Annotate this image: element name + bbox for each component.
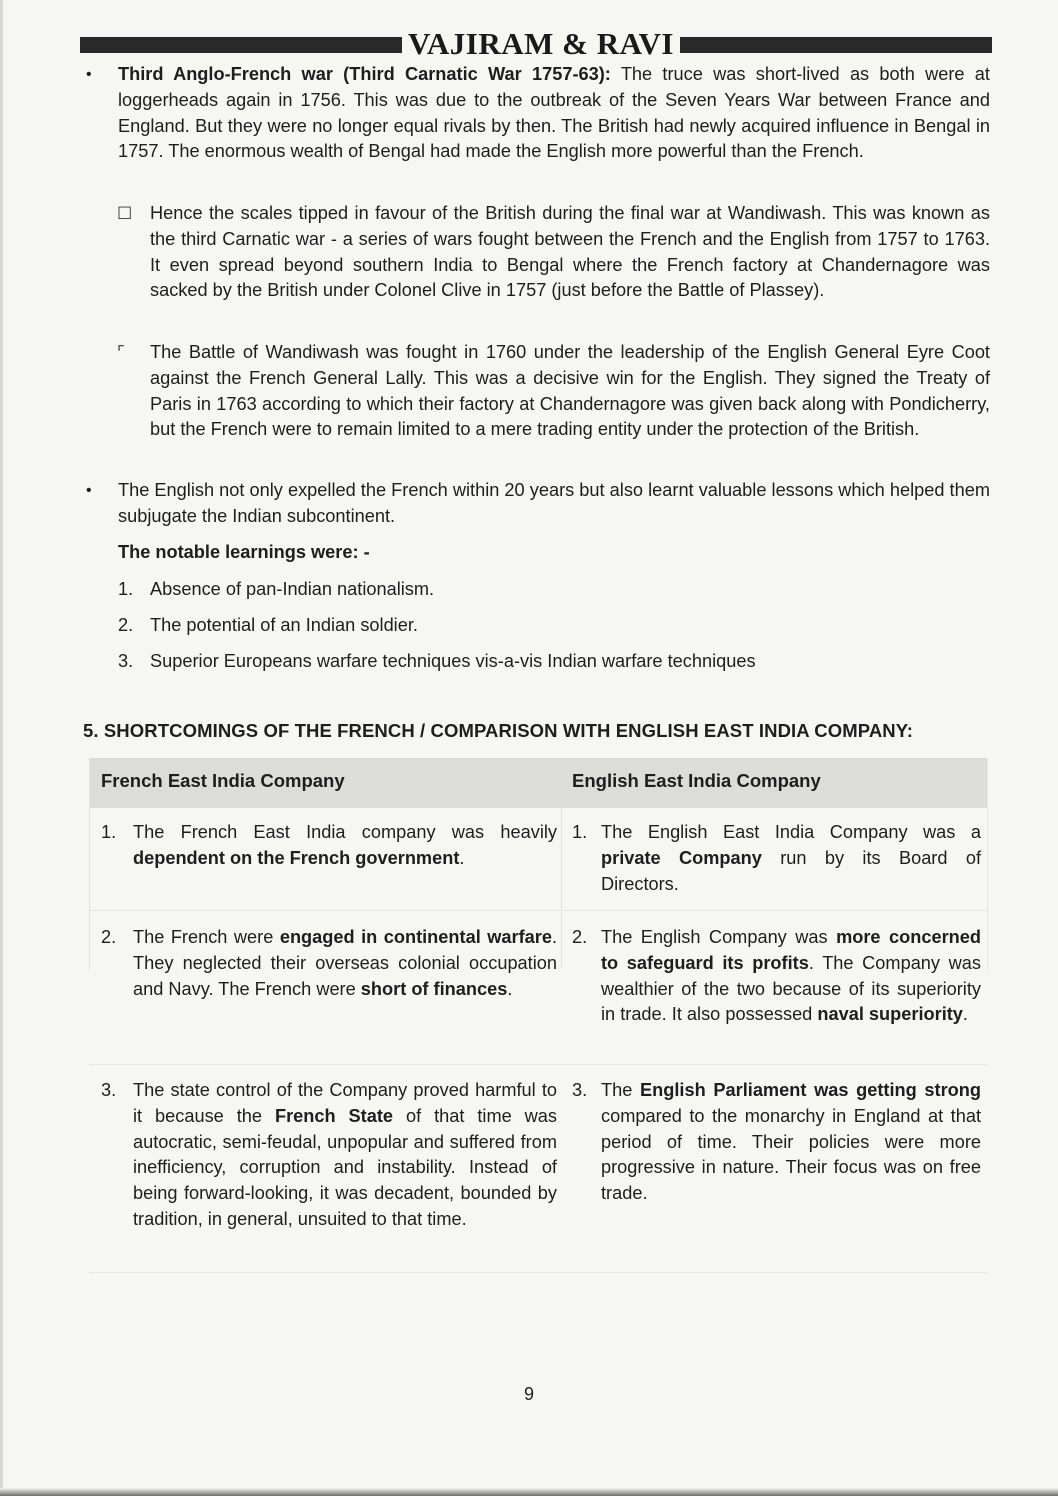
cell-text: . — [459, 847, 465, 868]
table-row-number: 2. — [572, 927, 588, 947]
checkbox-icon: ☐ — [117, 204, 133, 223]
table-column-divider — [561, 808, 562, 968]
list-number: 3. — [118, 651, 134, 671]
cell-text: run by its Board of Directors. — [601, 847, 981, 894]
list-item: Superior Europeans warfare techniques vis-a-vis Indian warfare techniques — [150, 651, 756, 671]
cell-text: . — [507, 978, 513, 999]
cell-text-bold: more concerned to safeguard its profits — [601, 927, 981, 973]
cell-text-bold: private Company — [601, 847, 762, 868]
table-header-english: English East India Company — [572, 770, 821, 791]
cell-text: The — [601, 1080, 641, 1100]
bullet-icon: • — [86, 66, 92, 83]
cell-text: The English Company was — [601, 927, 837, 947]
list-number: 2. — [118, 615, 134, 635]
cell-text: . The Company was wealthier of the two because of its superiority in trade. It also possessed — [601, 952, 981, 1025]
table-header-row — [89, 758, 987, 808]
cell-text: . — [962, 1004, 968, 1025]
table-cell-english — [601, 925, 981, 1028]
cell-text: compared to the monarchy in England at that period of time. Their policies were more progressive in nature. Their focus was on free trade. — [601, 1105, 981, 1204]
table-row-number: 1. — [572, 822, 588, 842]
table-row-divider — [89, 910, 987, 911]
cell-text: The state control of the Company proved harmful to it because the — [133, 1080, 557, 1126]
page-number: 9 — [523, 1384, 534, 1404]
table-border — [987, 758, 988, 970]
table-header-french: French East India Company — [101, 770, 345, 791]
checkbox-icon: ⌜ — [117, 343, 125, 362]
table-row-divider — [89, 1064, 987, 1065]
cell-text-bold: French State — [274, 1105, 394, 1126]
table-row-number: 3. — [572, 1080, 588, 1100]
header-bar-left — [80, 37, 402, 53]
table-row-number: 3. — [101, 1080, 117, 1100]
bullet-1-title: Third Anglo-French war (Third Carnatic War 1757-63): — [118, 64, 611, 84]
scan-edge — [0, 0, 3, 1496]
bullet-paragraph-1 — [118, 62, 990, 165]
cell-text: The French were — [133, 927, 280, 947]
sub-paragraph-2: The Battle of Wandiwash was fought in 1760 under the leadership of the English General Eyre Coot against the French General Lally. This was a decisive win for the English. They signed the Treaty of Paris in 1763 according to which their factory at Chandernagore was given back along with Pondicherry, but the French were to remain limited to a mere trading entity under the protection of the British. — [150, 342, 990, 440]
cell-text-bold: short of finances — [360, 978, 508, 999]
list-item: The potential of an Indian soldier. — [150, 615, 418, 635]
cell-text: The English East India Company was a — [601, 822, 981, 842]
scan-edge — [0, 1488, 1058, 1496]
list-item: Absence of pan-Indian nationalism. — [150, 579, 435, 599]
bullet-paragraph-2: The English not only expelled the French within 20 years but also learnt valuable lessons which helped them subjugate the Indian subcontinent. — [118, 480, 990, 526]
bullet-1-text: The truce was short-lived as both were at loggerheads again in 1756. This was due to the outbreak of the Seven Years War between France and England. But they were no longer equal rivals by then. The British had newly acquired influence in Bengal in 1757. The enormous wealth of Bengal had made the English more powerful than the French. — [118, 64, 990, 162]
cell-text: of that time was autocratic, semi-feudal, unpopular and suffered from inefficiency, corruption and instability. Instead of being forward-looking, it was decadent, bounded by tradition, in general, unsuited to that time. — [133, 1105, 557, 1229]
table-cell-french — [133, 1078, 557, 1233]
section-heading: 5. SHORTCOMINGS OF THE FRENCH / COMPARISON WITH ENGLISH EAST INDIA COMPANY: — [83, 720, 914, 741]
cell-text-bold: dependent on the French government — [133, 847, 460, 868]
cell-text-bold: naval superiority — [817, 1004, 963, 1025]
bullet-icon: • — [86, 482, 92, 499]
table-border — [89, 758, 90, 970]
table-row-number: 2. — [101, 927, 117, 947]
page-header — [80, 26, 992, 62]
table-cell-english — [601, 820, 981, 897]
list-number: 1. — [118, 579, 134, 599]
cell-text-bold: English Parliament was getting strong — [640, 1080, 981, 1100]
sub-paragraph-1: Hence the scales tipped in favour of the British during the final war at Wandiwash. This was known as the third Carnatic war - a series of wars fought between the French and the English from 1757 to 1763. It even spread beyond southern India to Bengal where the French factory at Chandernagore was sacked by the British under Colonel Clive in 1757 (just before the Battle of Plassey). — [150, 203, 990, 301]
table-cell-french — [133, 820, 557, 872]
cell-text: The French East India company was heavily — [133, 822, 557, 842]
table-cell-french — [133, 925, 557, 1002]
learnings-heading: The notable learnings were: - — [118, 542, 370, 562]
cell-text-bold: engaged in continental warfare — [279, 927, 552, 947]
brand-title: VAJIRAM & RAVI — [408, 26, 674, 61]
cell-text: . They neglected their overseas colonial occupation and Navy. The French were — [133, 927, 557, 999]
table-cell-english — [601, 1078, 981, 1207]
header-bar-right — [680, 37, 992, 53]
table-row-number: 1. — [101, 822, 117, 842]
table-row-divider — [89, 1272, 987, 1273]
